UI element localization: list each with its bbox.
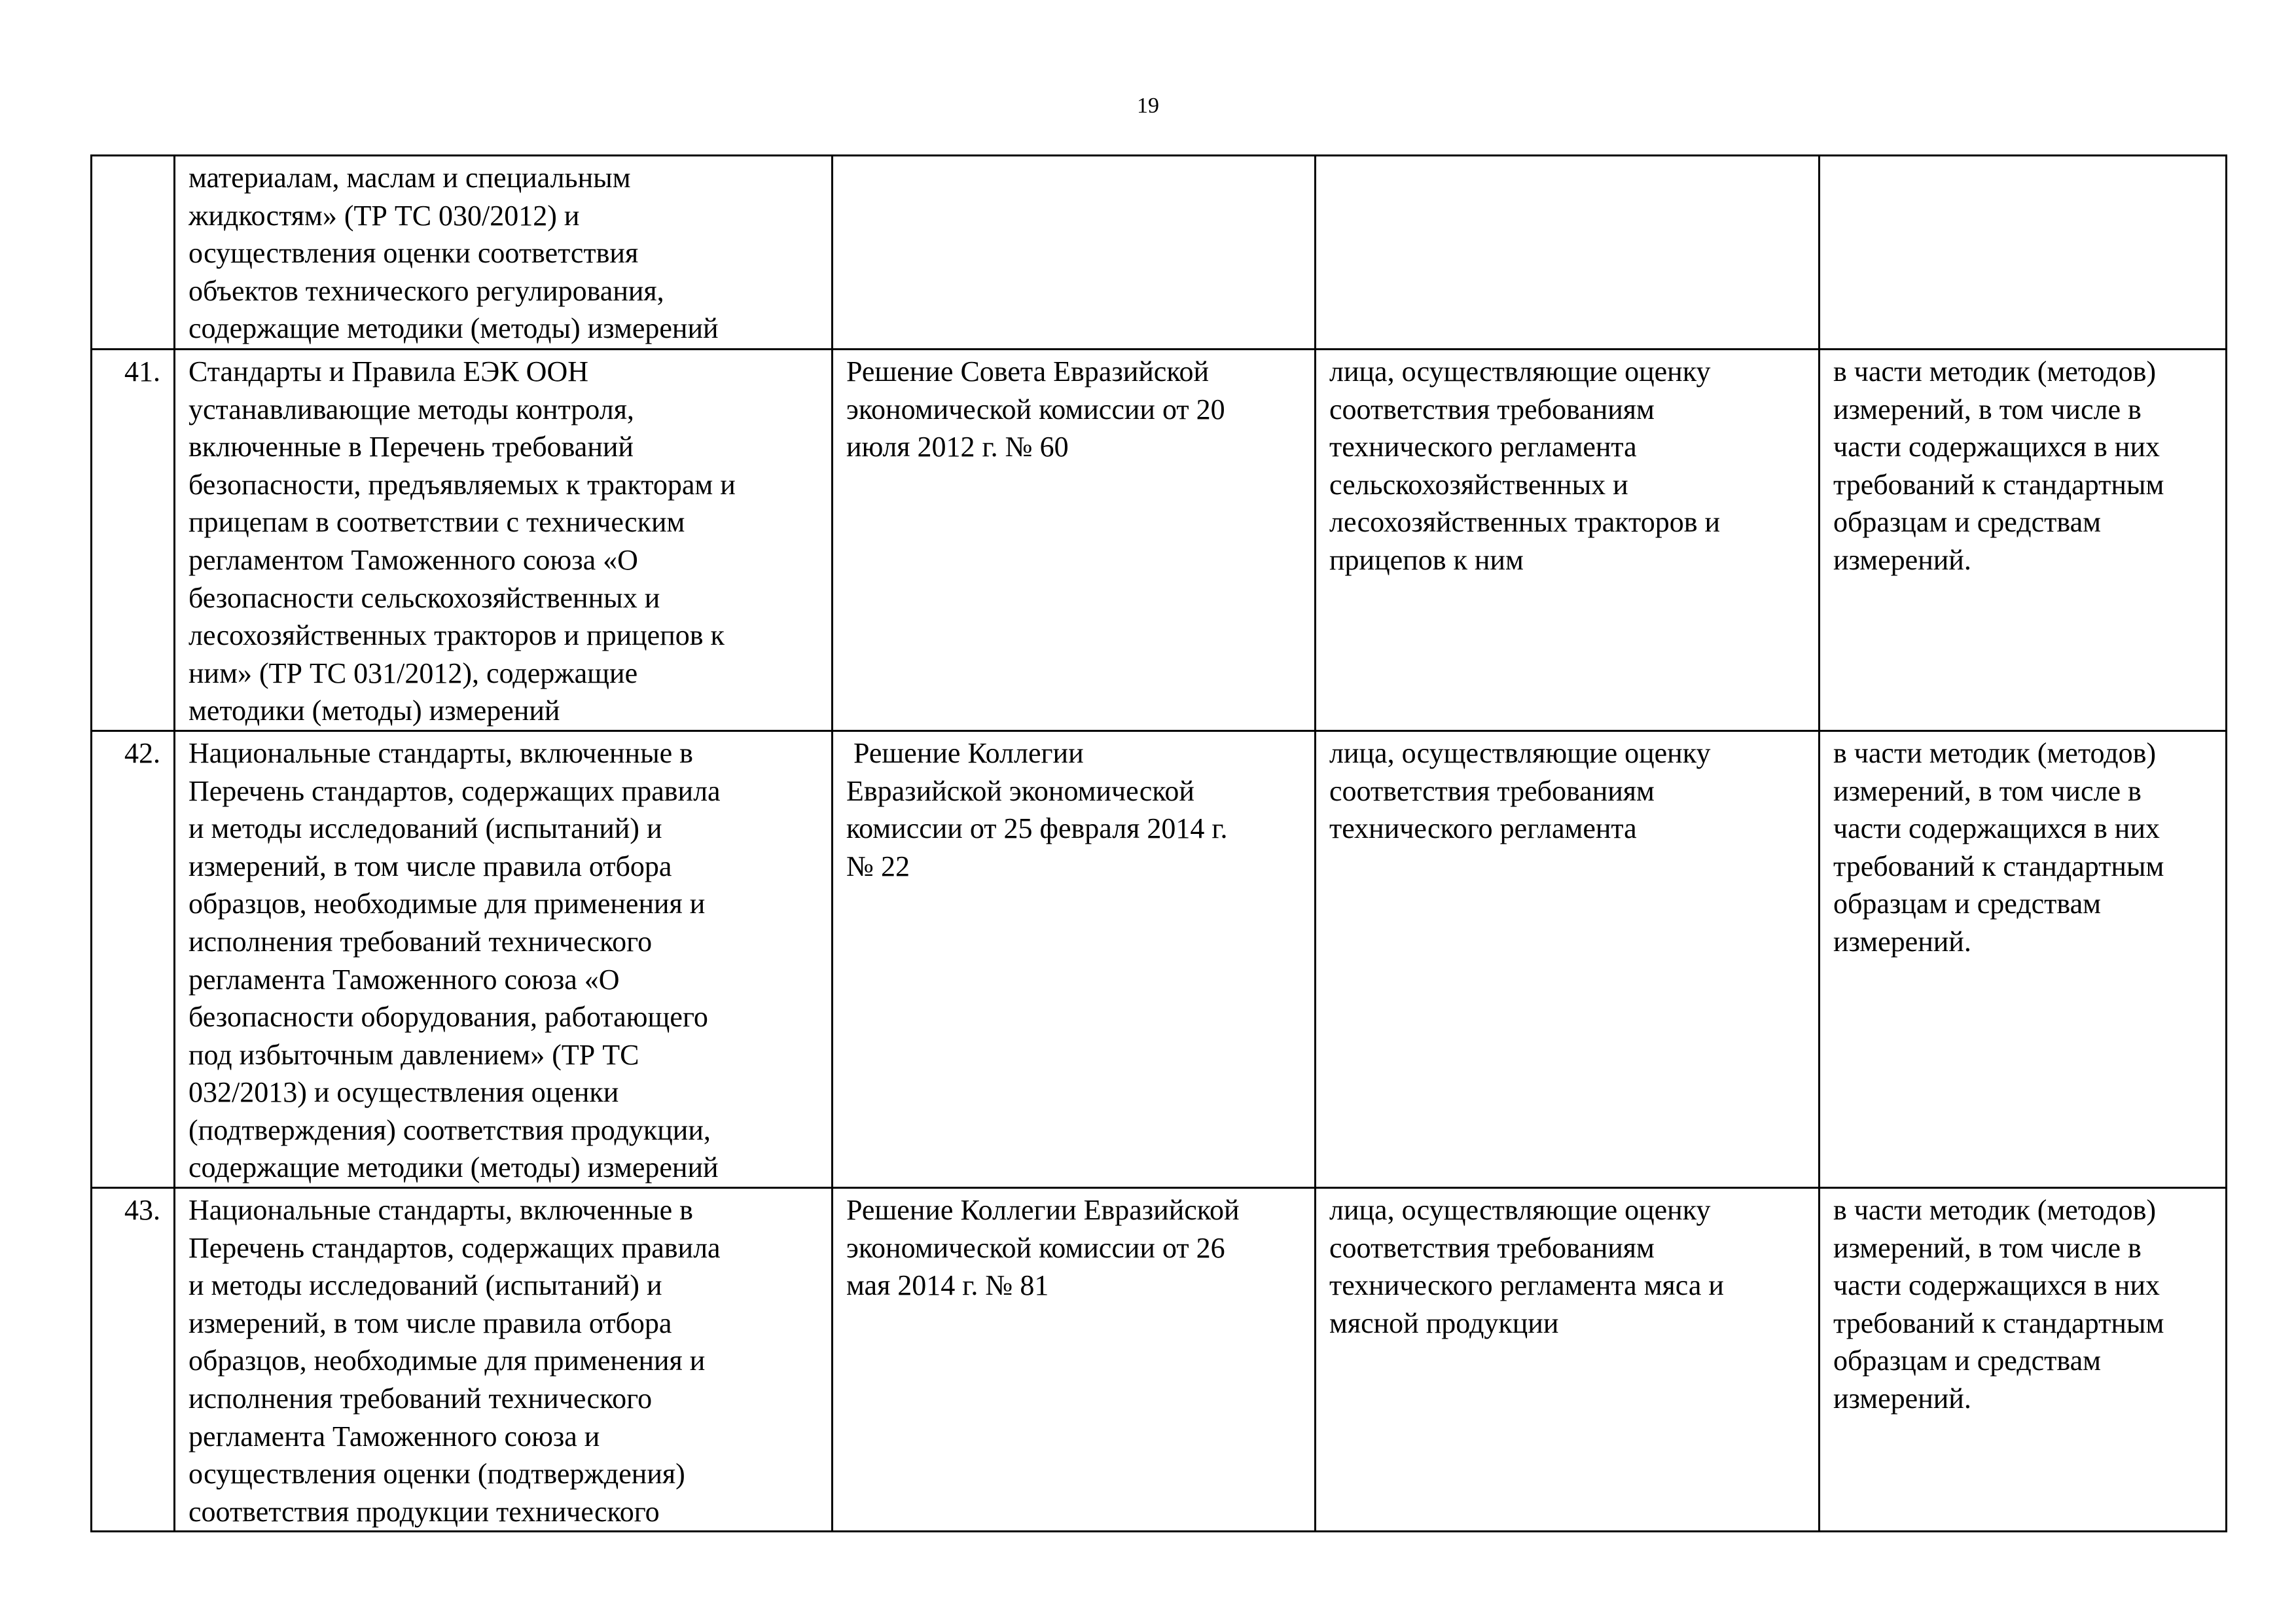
document-text-line: Перечень стандартов, содержащих правила	[188, 774, 721, 807]
persons-text-line: прицепов к ним	[1329, 543, 1524, 576]
persons-text-line: лесохозяйственных тракторов и	[1329, 506, 1721, 539]
decision-text-line: Решение Коллегии Евразийской	[846, 1194, 1240, 1227]
document-text-line: лесохозяйственных тракторов и прицепов к	[188, 619, 725, 652]
document-text-line: измерений, в том числе правила отбора	[188, 850, 672, 882]
table-row	[92, 156, 2227, 350]
document-cell	[175, 350, 833, 731]
scope-text-line: требований к стандартным	[1833, 468, 2164, 501]
row-number-cell: 43.	[92, 1188, 175, 1532]
document-text-line: регламента Таможенного союза и	[188, 1420, 600, 1453]
scope-text-line: измерений, в том числе в	[1833, 393, 2142, 425]
document-text-line: (подтверждения) соответствия продукции,	[188, 1113, 711, 1146]
scope-text-line: образцам и средствам	[1833, 1344, 2101, 1377]
document-text-line: регламента Таможенного союза «О	[188, 963, 620, 996]
document-text-line: содержащие методики (методы) измерений	[188, 1151, 719, 1184]
decision-cell	[833, 156, 1316, 350]
persons-text-line: соответствия требованиям	[1329, 774, 1655, 807]
decision-cell	[833, 350, 1316, 731]
document-text-line: ним» (ТР ТС 031/2012), содержащие	[188, 657, 638, 689]
table-row	[92, 1188, 2227, 1532]
document-text-line: измерений, в том числе правила отбора	[188, 1307, 672, 1339]
decision-text-line: Решение Коллегии	[846, 736, 1084, 769]
document-text-line: регламентом Таможенного союза «О	[188, 543, 638, 576]
scope-text-line: образцам и средствам	[1833, 888, 2101, 920]
document-text-line: осуществления оценки соответствия	[188, 237, 639, 270]
document-text-line: и методы исследований (испытаний) и	[188, 1269, 662, 1302]
row-number-cell	[92, 156, 175, 350]
document-text-line: под избыточным давлением» (ТР ТС	[188, 1038, 639, 1071]
table-row	[92, 731, 2227, 1187]
scope-text-line: измерений, в том числе в	[1833, 774, 2142, 807]
document-text-line: Стандарты и Правила ЕЭК ООН	[188, 355, 588, 388]
scope-text-line: образцам и средствам	[1833, 506, 2101, 539]
scope-cell	[1820, 1188, 2227, 1532]
document-cell	[175, 156, 833, 350]
persons-text-line: соответствия требованиям	[1329, 1231, 1655, 1264]
scope-cell	[1820, 156, 2227, 350]
scope-text-line: части содержащихся в них	[1833, 812, 2160, 845]
row-number-cell: 42.	[92, 731, 175, 1187]
persons-cell	[1316, 156, 1820, 350]
document-text-line: методики (методы) измерений	[188, 695, 560, 727]
document-text-line: Перечень стандартов, содержащих правила	[188, 1231, 721, 1264]
document-text-line: безопасности сельскохозяйственных и	[188, 581, 660, 614]
persons-text-line: лица, осуществляющие оценку	[1329, 736, 1711, 769]
decision-text-line: № 22	[846, 850, 910, 882]
decision-text-line: Решение Совета Евразийской	[846, 355, 1210, 388]
row-number-cell: 41.	[92, 350, 175, 731]
document-text-line: образцов, необходимые для применения и	[188, 1344, 706, 1377]
scope-text-line: измерений.	[1833, 925, 1971, 958]
document-text-line: жидкостям» (ТР ТС 030/2012) и	[188, 199, 580, 232]
document-text-line: безопасности оборудования, работающего	[188, 1001, 708, 1034]
decision-cell	[833, 1188, 1316, 1532]
scope-cell	[1820, 731, 2227, 1187]
persons-text-line: технического регламента	[1329, 431, 1637, 463]
decision-text-line: июля 2012 г. № 60	[846, 431, 1069, 463]
document-text-line: объектов технического регулирования,	[188, 274, 664, 307]
scope-text-line: измерений.	[1833, 543, 1971, 576]
scope-text-line: в части методик (методов)	[1833, 355, 2157, 388]
persons-cell	[1316, 1188, 1820, 1532]
scope-text-line: в части методик (методов)	[1833, 1194, 2157, 1227]
document-text-line: устанавливающие методы контроля,	[188, 393, 634, 425]
decision-cell	[833, 731, 1316, 1187]
document-text-line: образцов, необходимые для применения и	[188, 888, 706, 920]
document-text-line: соответствия продукции технического	[188, 1495, 660, 1528]
document-text-line: материалам, маслам и специальным	[188, 162, 631, 194]
persons-text-line: мясной продукции	[1329, 1307, 1559, 1339]
document-text-line: включенные в Перечень требований	[188, 431, 634, 463]
persons-text-line: лица, осуществляющие оценку	[1329, 355, 1711, 388]
persons-cell	[1316, 350, 1820, 731]
document-text-line: и методы исследований (испытаний) и	[188, 812, 662, 845]
document-text-line: исполнения требований технического	[188, 925, 653, 958]
decision-text-line: комиссии от 25 февраля 2014 г.	[846, 812, 1228, 845]
persons-cell	[1316, 731, 1820, 1187]
persons-text-line: технического регламента	[1329, 812, 1637, 845]
persons-text-line: сельскохозяйственных и	[1329, 468, 1628, 501]
document-text-line: прицепам в соответствии с техническим	[188, 506, 685, 539]
document-cell	[175, 731, 833, 1187]
scope-text-line: части содержащихся в них	[1833, 431, 2160, 463]
persons-text-line: соответствия требованиям	[1329, 393, 1655, 425]
document-text-line: осуществления оценки (подтверждения)	[188, 1458, 685, 1490]
document-text-line: Национальные стандарты, включенные в	[188, 736, 693, 769]
document-text-line: Национальные стандарты, включенные в	[188, 1194, 693, 1227]
page-number: 19	[1137, 94, 1159, 118]
scope-text-line: измерений, в том числе в	[1833, 1231, 2142, 1264]
scope-cell	[1820, 350, 2227, 731]
decision-text-line: экономической комиссии от 26	[846, 1231, 1225, 1264]
decision-text-line: Евразийской экономической	[846, 774, 1194, 807]
document-cell	[175, 1188, 833, 1532]
regulations-table	[90, 154, 2227, 1532]
persons-text-line: технического регламента мяса и	[1329, 1269, 1724, 1302]
document-text-line: исполнения требований технического	[188, 1382, 653, 1415]
table-row	[92, 350, 2227, 731]
scope-text-line: требований к стандартным	[1833, 1307, 2164, 1339]
scope-text-line: в части методик (методов)	[1833, 736, 2157, 769]
persons-text-line: лица, осуществляющие оценку	[1329, 1194, 1711, 1227]
document-text-line: безопасности, предъявляемых к тракторам и	[188, 468, 736, 501]
scope-text-line: части содержащихся в них	[1833, 1269, 2160, 1302]
scope-text-line: измерений.	[1833, 1382, 1971, 1415]
scope-text-line: требований к стандартным	[1833, 850, 2164, 882]
decision-text-line: экономической комиссии от 20	[846, 393, 1225, 425]
document-text-line: содержащие методики (методы) измерений	[188, 312, 719, 345]
document-text-line: 032/2013) и осуществления оценки	[188, 1076, 619, 1109]
decision-text-line: мая 2014 г. № 81	[846, 1269, 1049, 1302]
